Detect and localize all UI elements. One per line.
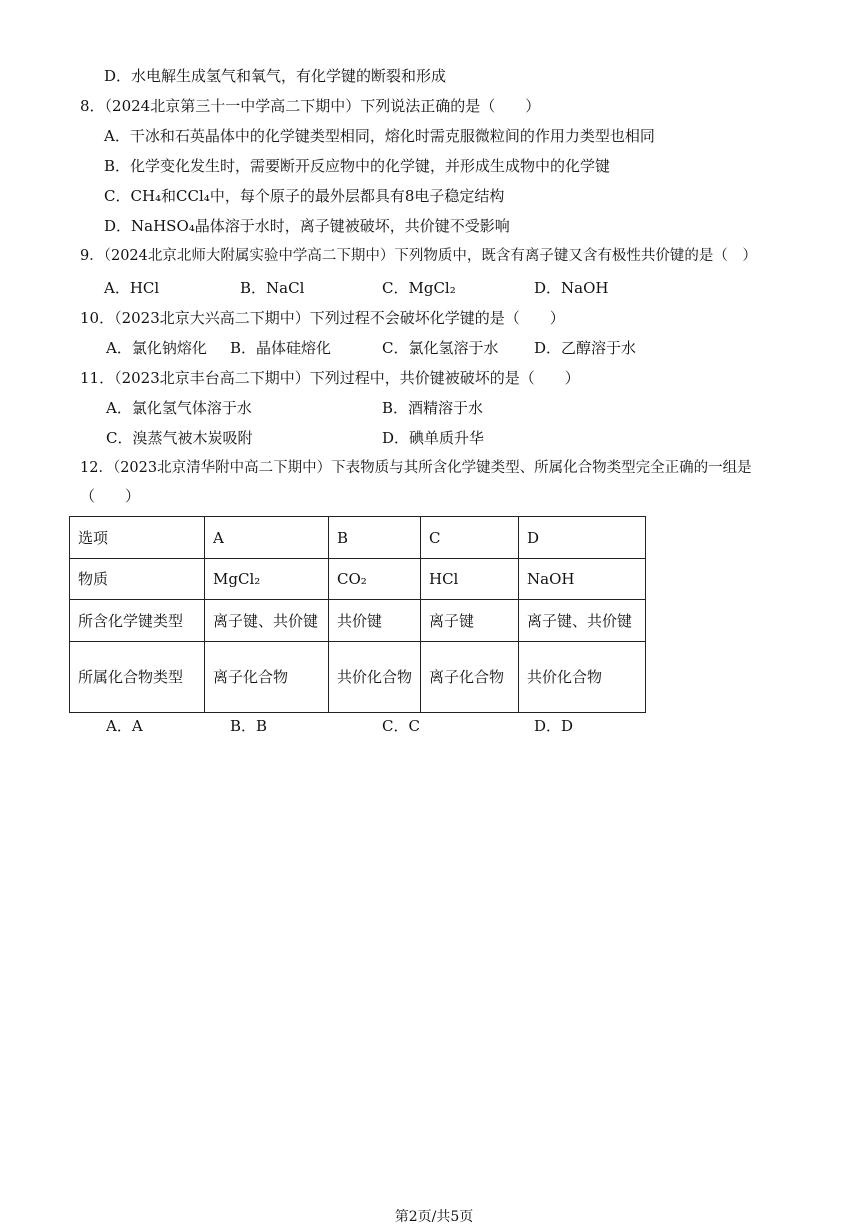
q7-option-d: D．水电解生成氢气和氧气，有化学键的断裂和形成: [104, 67, 447, 85]
table-cell: 选项: [70, 517, 205, 559]
table-row: [70, 517, 646, 559]
q11-option-a: A．氯化氢气体溶于水: [106, 399, 252, 417]
q9-option-d: D．NaOH: [534, 279, 609, 297]
table-cell: 共价键: [329, 600, 421, 642]
page-footer: 第2页/共5页: [394, 1209, 474, 1225]
table-cell: 离子化合物: [205, 642, 329, 713]
q8-stem: 8．（2024北京第三十一中学高二下期中）下列说法正确的是（ ）: [80, 97, 541, 115]
table-cell: CO₂: [329, 559, 421, 600]
q12-paren: （ ）: [80, 487, 141, 505]
q12-option-b: B．B: [230, 717, 268, 735]
q12-option-a: A．A: [106, 717, 143, 735]
q8-option-d: D．NaHSO₄晶体溶于水时，离子键被破坏，共价键不受影响: [104, 217, 510, 235]
q8-option-c: C．CH₄和CCl₄中，每个原子的最外层都具有8电子稳定结构: [104, 187, 505, 205]
q10-option-d: D．乙醇溶于水: [534, 339, 637, 357]
table-cell: 离子键、共价键: [519, 600, 646, 642]
table-cell: C: [421, 517, 519, 559]
q10-option-b: B．晶体硅熔化: [230, 339, 332, 357]
table-cell: HCl: [421, 559, 519, 600]
table-row: [70, 559, 646, 600]
table-cell: 所含化学键类型: [70, 600, 205, 642]
q12-table: [69, 516, 646, 713]
table-cell: 所属化合物类型: [70, 642, 205, 713]
q8-option-a: A．干冰和石英晶体中的化学键类型相同，熔化时需克服微粒间的作用力类型也相同: [104, 127, 655, 145]
table-cell: 离子化合物: [421, 642, 519, 713]
table-cell: 离子键: [421, 600, 519, 642]
table-cell: 共价化合物: [519, 642, 646, 713]
table-cell: D: [519, 517, 646, 559]
q11-option-c: C．溴蒸气被木炭吸附: [106, 429, 253, 447]
q11-option-d: D．碘单质升华: [382, 429, 485, 447]
table-row: [70, 642, 646, 713]
q12-option-c: C．C: [382, 717, 420, 735]
q9-option-c: C．MgCl₂: [382, 279, 456, 297]
q11-option-b: B．酒精溶于水: [382, 399, 484, 417]
q9-option-a: A．HCl: [104, 279, 160, 297]
q12-option-d: D．D: [534, 717, 574, 735]
q10-option-c: C．氯化氢溶于水: [382, 339, 499, 357]
table-cell: A: [205, 517, 329, 559]
table-cell: 离子键、共价键: [205, 600, 329, 642]
q9-stem: 9．（2024北京北师大附属实验中学高二下期中）下列物质中，既含有离子键又含有极性共价键的是（ ）: [80, 248, 757, 264]
table-cell: NaOH: [519, 559, 646, 600]
table-cell: B: [329, 517, 421, 559]
q10-stem: 10．（2023北京大兴高二下期中）下列过程不会破坏化学键的是（ ）: [80, 309, 565, 327]
q8-option-b: B．化学变化发生时，需要断开反应物中的化学键，并形成生成物中的化学键: [104, 157, 611, 175]
q12-stem: 12．（2023北京清华附中高二下期中）下表物质与其所含化学键类型、所属化合物类型完全正确的一组是: [80, 460, 752, 476]
table-cell: 物质: [70, 559, 205, 600]
table-cell: 共价化合物: [329, 642, 421, 713]
table-cell: MgCl₂: [205, 559, 329, 600]
q9-option-b: B．NaCl: [240, 279, 305, 297]
q11-stem: 11．（2023北京丰台高二下期中）下列过程中，共价键被破坏的是（ ）: [80, 369, 580, 387]
q10-option-a: A．氯化钠熔化: [106, 339, 207, 357]
table-row: [70, 600, 646, 642]
